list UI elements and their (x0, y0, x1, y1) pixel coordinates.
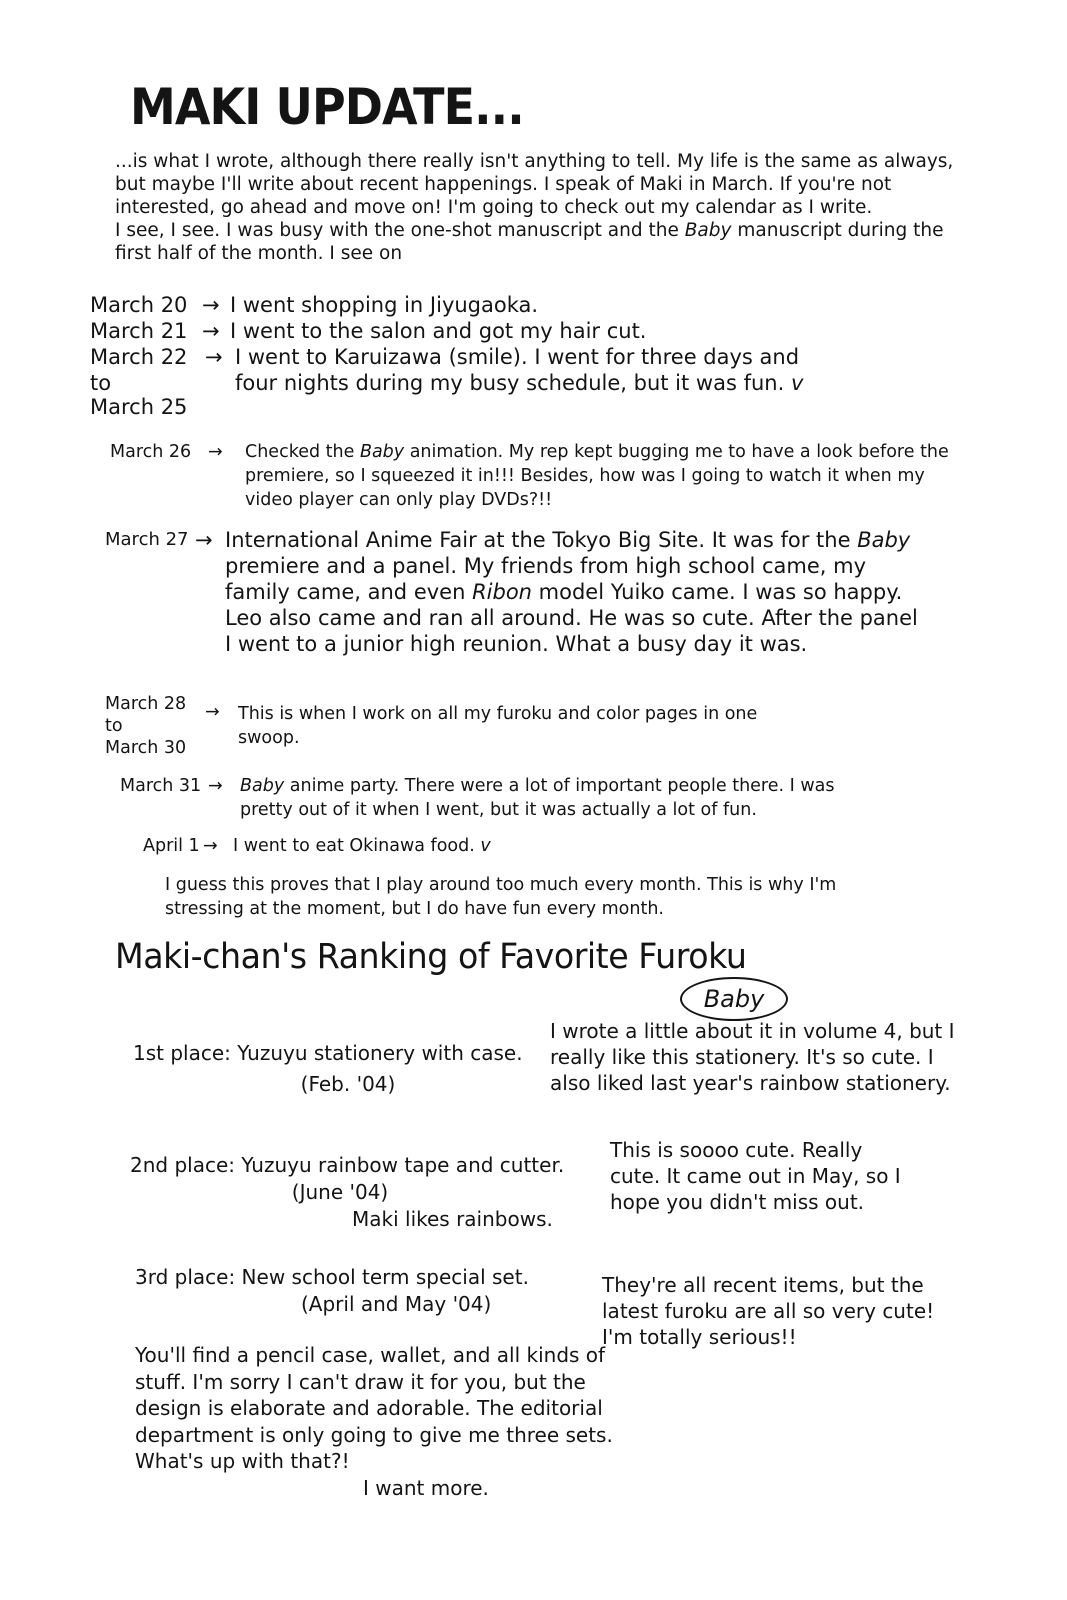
entry-date: March 21 (90, 319, 188, 343)
entry-text (240, 774, 890, 822)
intro-line-2 (115, 219, 975, 265)
calendar-entry-mar20 (90, 292, 870, 320)
entry-text-body: animation. My rep kept bugging me to have a look before the premiere, so I squeezed it in!!! Besides, how was I going to watch it when my video player can only play DVDs?!! (245, 442, 949, 510)
ranking-title: Maki-chan's Ranking of Favorite Furoku (115, 937, 747, 977)
rank-third-date: (April and May '04) (301, 1292, 492, 1316)
rank-second-comment: This is soooo cute. Really cute. It came out in May, so I hope you didn't miss out. (610, 1138, 901, 1214)
arrow-icon: → (202, 293, 220, 317)
rank-first-line: 1st place: Yuzuyu stationery with case. (133, 1041, 523, 1065)
arrow-icon: → (202, 319, 220, 343)
rank-third-line: 3rd place: New school term special set. (135, 1265, 529, 1289)
rank-second (130, 1152, 590, 1233)
entry-date-to: to (105, 716, 123, 736)
entry-text-body: International Anime Fair at the Tokyo Big Site. It was for the (225, 528, 858, 552)
entry-date: March 27 (105, 529, 189, 550)
entry-date: April 1 (143, 836, 200, 856)
entry-text (225, 527, 925, 657)
calendar-entry-mar31 (120, 774, 900, 824)
rank-third-comment: They're all recent items, but the latest furoku are all so very cute! I'm totally serious!! (602, 1273, 935, 1349)
rank-second-note: Maki likes rainbows. (352, 1207, 553, 1231)
baby-title: Baby (857, 528, 911, 552)
entry-text (245, 440, 955, 512)
rank-second-date: (June '04) (291, 1180, 389, 1204)
entry-date: March 31 (120, 776, 202, 796)
heart-icon: v (480, 836, 491, 856)
entry-text: This is when I work on all my furoku and color pages in one swoop. (238, 704, 758, 748)
entry-text (235, 344, 845, 396)
entry-date: March 20 (90, 293, 188, 317)
ribon-title: Ribon (472, 580, 532, 604)
arrow-icon: → (205, 702, 220, 722)
calendar-entry-mar21 (90, 318, 870, 346)
arrow-icon: → (208, 776, 223, 796)
calendar-entry-mar28 (105, 692, 805, 764)
calendar-entry-apr1 (143, 834, 643, 860)
intro-text: I see, I see. I was busy with the one-shot manuscript and the (115, 220, 685, 241)
arrow-icon: → (203, 836, 218, 856)
entry-date-to: to (90, 371, 112, 395)
entry-text: I went to the salon and got my hair cut. (230, 319, 647, 343)
intro-paragraph (115, 150, 975, 265)
calendar-entry-mar27 (105, 527, 935, 662)
calendar-entry-mar26 (110, 440, 960, 516)
arrow-icon: → (205, 345, 223, 369)
entry-text-body: anime party. There were a lot of important people there. I was pretty out of it when I went, but it was actually a lot of fun. (240, 776, 835, 820)
baby-title: Baby (359, 442, 405, 462)
baby-title: Baby (240, 776, 285, 796)
calendar-entry-mar22 (90, 344, 870, 422)
page-title: MAKI UPDATE... (130, 78, 524, 136)
closing-paragraph: I guess this proves that I play around too much every month. This is why I'm stressing at the moment, but I do have fun every month. (165, 875, 837, 919)
intro-text: manuscript during the first half of the month. I see on (115, 220, 944, 264)
baby-title: Baby (684, 220, 732, 241)
entry-text-body: model Yuiko came. I was so happy. Leo also came and ran all around. He was so cute. After the panel I went to a junior high reunion. What a busy day it was. (225, 580, 918, 656)
entry-date-end: March 30 (105, 738, 187, 758)
heart-icon: v (790, 371, 804, 395)
entry-text-body: premiere and a panel. My friends from high school came, my family came, and even (225, 554, 867, 604)
final-last-line: I want more. (363, 1475, 489, 1500)
entry-text: I went shopping in Jiyugaoka. (230, 293, 539, 317)
entry-text-body: I went to Karuizawa (smile). I went for three days and four nights during my busy schedule, but it was fun. (235, 345, 800, 395)
entry-date: March 26 (110, 442, 192, 462)
intro-line-1: ...is what I wrote, although there really isn't anything to tell. My life is the same as always, but maybe I'll write about recent happenings. I speak of Maki in March. If you're not interested, go ahead and move on! I'm going to check out my calendar as I write. (115, 151, 954, 218)
final-paragraph (135, 1342, 655, 1501)
rank-first-comment: I wrote a little about it in volume 4, but I really like this stationery. It's so cute. I also liked last year's rainbow stationery. (550, 1019, 955, 1095)
rank-first (133, 1040, 533, 1098)
final-text: You'll find a pencil case, wallet, and all kinds of stuff. I'm sorry I can't draw it for you, but the design is elaborate and adorable. The editorial department is only going to give me three sets. What's up with that?! (135, 1343, 613, 1473)
rank-first-date: (Feb. '04) (300, 1072, 396, 1096)
entry-date: March 22 (90, 345, 188, 369)
entry-text-body: Checked the (245, 442, 360, 462)
entry-date-end: March 25 (90, 395, 188, 419)
entry-text (233, 834, 633, 858)
baby-speech-bubble: Baby (680, 977, 788, 1021)
entry-text-body: I went to eat Okinawa food. (233, 836, 475, 856)
arrow-icon: → (208, 442, 223, 462)
rank-second-line: 2nd place: Yuzuyu rainbow tape and cutter. (130, 1153, 565, 1177)
rank-third (135, 1264, 555, 1318)
arrow-icon: → (195, 528, 213, 552)
entry-date: March 28 (105, 694, 187, 714)
